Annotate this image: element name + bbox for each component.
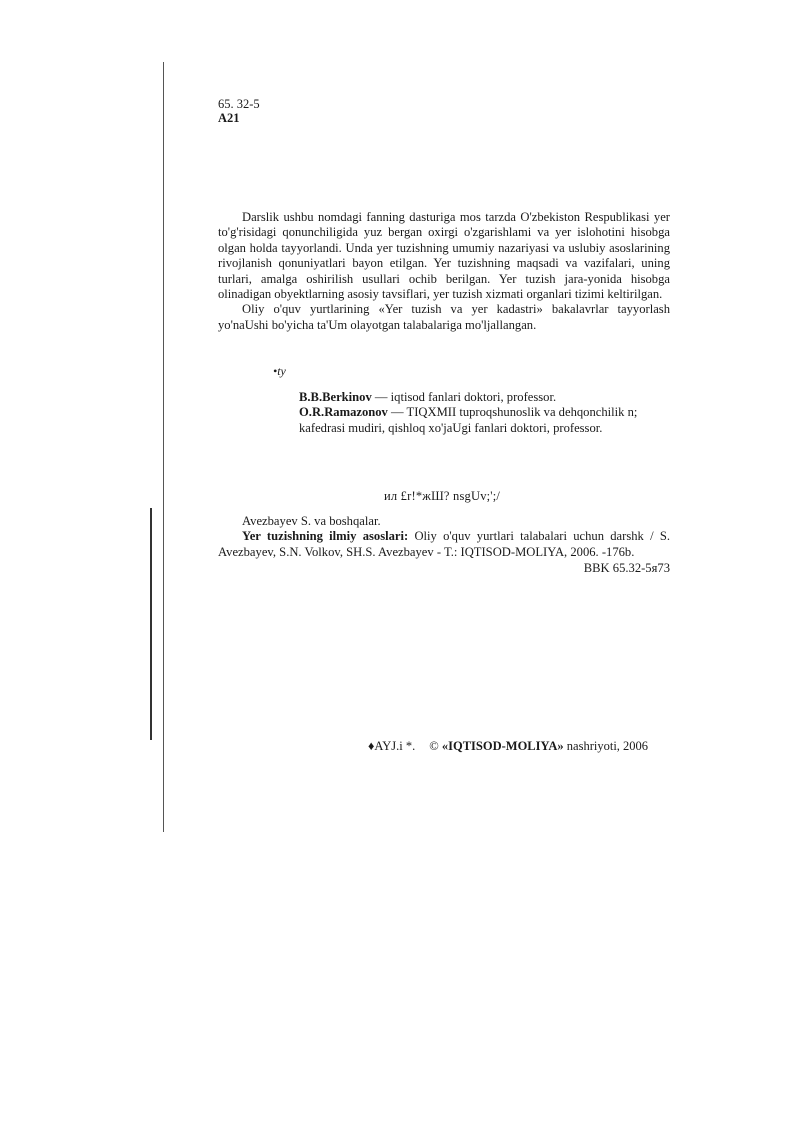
copyright-line <box>368 739 670 754</box>
book-title: Yer tuzishning ilmiy asoslari: <box>242 529 409 544</box>
publisher-name: «IQTISOD-MOLIYA» <box>441 739 564 753</box>
reviewer-entry <box>299 405 671 436</box>
garbled-text-line: ил £r!*жШ? nsgUv;';/ <box>384 489 501 503</box>
catalog-authors: Avezbayev S. va boshqalar. <box>242 514 381 528</box>
annotation-paragraph: Oliy o'quv yurtlarining «Yer tuzish va yer kadastri» bakalavrlar tayyorlash yo'naUshi bo'yicha ta'Um olayotgan talabalariga mo'ljallangan. <box>218 302 670 332</box>
annotation-paragraph: Darslik ushbu nomdagi fanning dasturiga mos tarzda O'zbekiston Respublikasi yer to'g'risidagi qonunchiligida yuz bergan oxirgi o'zgarishlami va yer islohotini hisobga olgan holda tayyorlandi. Unda yer tuzishning umumiy nazariyasi va uslubiy asoslarining rivojlanish qonuniyatlari bayon etilgan. Yer tuzishning maqsadi va vazifalari, uning turlari, amalga oshirilish usullari ochib berilgan. Yer tuzish jara-yonida hisobga olinadigan obyektlarning asosiy tavsiflari, yer tuzish xizmati organlari tizimi keltirilgan. <box>218 210 670 302</box>
reviewers-block <box>299 390 671 436</box>
copyright-year: nashriyoti, 2006 <box>563 739 649 753</box>
udc-code-block <box>218 97 260 125</box>
page-edge-line <box>163 62 164 832</box>
reviewer-name: B.B.Berkinov <box>299 390 372 404</box>
reviewer-description: — TIQXMII tuproqshunoslik va dehqonchilik n; kafedrasi mudiri, qishloq xo'jaUgi fanlari doktori, professor. <box>299 405 638 435</box>
reviewer-entry <box>299 390 671 405</box>
udc-code: 65. 32-5 <box>218 97 260 111</box>
copyright-prefix: © <box>429 739 442 753</box>
catalog-record <box>218 514 670 577</box>
annotation <box>218 210 670 333</box>
isbn-fragment: ♦AYJ.i *. <box>368 739 416 753</box>
bbk-code: BBK 65.32-5я73 <box>583 561 670 576</box>
catalog-description <box>218 529 670 560</box>
catalog-details: Oliy o'quv yurtlari talabalari uchun darshk / S. Avezbayev, S.N. Volkov, SH.S. Avezbayev - T.: IQTISOD-MOLIYA, 2006. -176b. <box>218 529 671 559</box>
author-mark-code: A21 <box>218 111 240 125</box>
reviewer-name: O.R.Ramazonov <box>299 405 388 420</box>
reviewer-description: — iqtisod fanlari doktori, professor. <box>371 390 557 404</box>
scan-mark: •ty <box>273 364 286 378</box>
margin-line <box>150 508 152 740</box>
